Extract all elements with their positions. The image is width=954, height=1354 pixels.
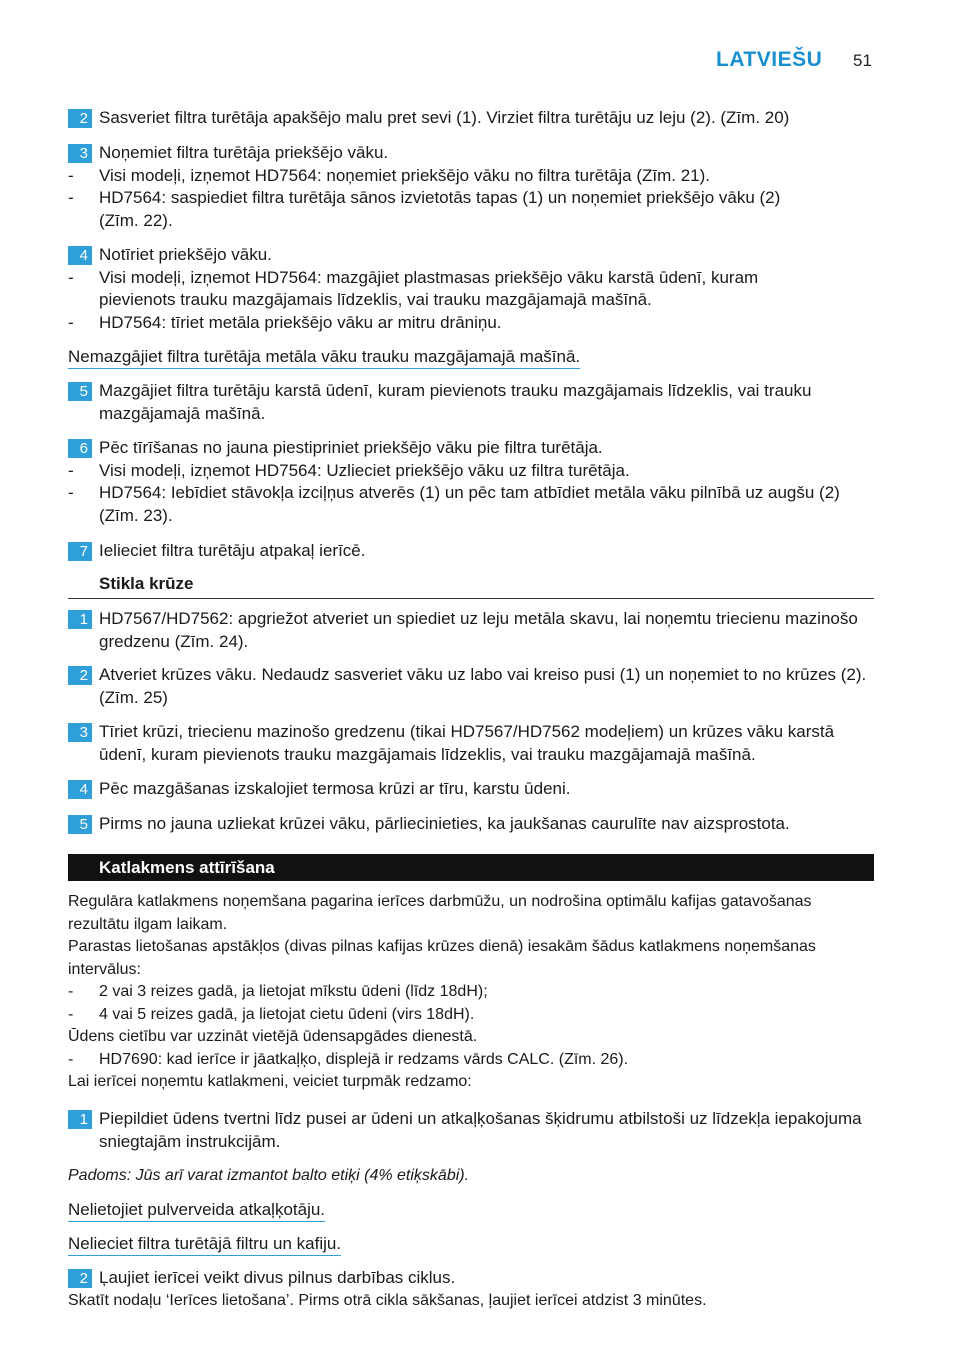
step-number: 1	[68, 610, 92, 629]
bullet-item: - HD7564: saspiediet filtra turētāja sānos izvietotās tapas (1) un noņemiet priekšējo vāku (2) (Zīm. 22).	[68, 187, 874, 232]
step-3-remove-cover	[68, 142, 874, 232]
warning-text: Nelieciet filtra turētājā filtru un kafiju.	[68, 1233, 341, 1256]
paragraph: Regulāra katlakmens noņemšana pagarina ierīces darbmūžu, un nodrošina optimālu kafijas gatavošanas rezultātu ilgam laikam.	[68, 893, 812, 933]
step-text: Notīriet priekšējo vāku.	[99, 245, 272, 264]
subheading-text: Stikla krūze	[99, 574, 194, 593]
step-text: Atveriet krūzes vāku. Nedaudz sasveriet vāku uz labo vai kreiso pusi (1) un noņemiet to no krūzes (2). (Zīm. 25)	[99, 665, 867, 707]
step-2-filter-tilt	[68, 107, 874, 130]
step-text: Ļaujiet ierīcei veikt divus pilnus darbības ciklus.	[99, 1268, 456, 1287]
step-text: Pirms no jauna uzliekat krūzei vāku, pārliecinieties, ka jaukšanas caurulīte nav aizsprostota.	[99, 814, 790, 833]
jug-step-2	[68, 664, 874, 709]
page-number: 51	[853, 51, 872, 70]
descale-step-1	[68, 1108, 874, 1153]
bullet-item: - Visi modeļi, izņemot HD7564: mazgājiet plastmasas priekšējo vāku karstā ūdenī, kuram pievienots trauku mazgājamais līdzeklis, vai trauku mazgājamajā mašīnā.	[68, 267, 874, 312]
step-number: 2	[68, 666, 92, 685]
warning-no-filter	[68, 1233, 874, 1256]
step-number: 5	[68, 382, 92, 401]
step-text: Noņemiet filtra turētāja priekšējo vāku.	[99, 143, 389, 162]
step-number: 7	[68, 542, 92, 561]
step-4-clean-cover	[68, 244, 874, 334]
language-header: LATVIEŠU	[716, 48, 823, 71]
descale-step-2	[68, 1267, 874, 1312]
step-text: Tīriet krūzi, triecienu mazinošo gredzenu (tikai HD7567/HD7562 modeļiem) un krūzes vāku karstā ūdenī, kuram pievienots trauku mazgājamais līdzeklis, vai trauku mazgājamajā mašīnā.	[99, 722, 835, 764]
bullet-item: - HD7690: kad ierīce ir jāatkaļķo, displejā ir redzams vārds CALC. (Zīm. 26).	[68, 1049, 874, 1072]
step-text: Piepildiet ūdens tvertni līdz pusei ar ūdeni un atkaļķošanas šķidrumu atbilstoši uz līdzekļa iepakojuma sniegtajām instrukcijām.	[99, 1109, 862, 1151]
jug-step-5	[68, 813, 874, 836]
step-number: 3	[68, 144, 92, 163]
paragraph: Lai ierīcei noņemtu katlakmeni, veiciet turpmāk redzamo:	[68, 1073, 472, 1090]
bullet-item: - HD7564: Iebīdiet stāvokļa izciļņus atverēs (1) un pēc tam atbīdiet metāla vāku pilnībā uz augšu (2) (Zīm. 23).	[68, 482, 874, 527]
step-7-reinsert-holder	[68, 540, 874, 563]
warning-no-powder	[68, 1199, 874, 1222]
step-text: Pēc tīrīšanas no jauna piestipriniet priekšējo vāku pie filtra turētāja.	[99, 438, 603, 457]
step-text: Ielieciet filtra turētāju atpakaļ ierīcē.	[99, 541, 366, 560]
tip-vinegar	[68, 1165, 874, 1188]
jug-step-3	[68, 721, 874, 766]
bullet-item: - 2 vai 3 reizes gadā, ja lietojat mīkstu ūdeni (līdz 18dH);	[68, 981, 874, 1004]
step-number: 2	[68, 109, 92, 128]
paragraph: Skatīt nodaļu ‘Ierīces lietošana’. Pirms otrā cikla sākšanas, ļaujiet ierīcei atdzist 3 minūtes.	[68, 1291, 707, 1309]
warning-text: Nemazgājiet filtra turētāja metāla vāku trauku mazgājamajā mašīnā.	[68, 346, 580, 369]
step-text: Sasveriet filtra turētāja apakšējo malu pret sevi (1). Virziet filtra turētāju uz leju (2). (Zīm. 20)	[99, 108, 790, 127]
step-number: 2	[68, 1269, 92, 1288]
jug-step-4	[68, 778, 874, 801]
step-6-reattach-cover	[68, 437, 874, 527]
jug-step-1	[68, 608, 874, 653]
warning-text: Nelietojiet pulverveida atkaļķotāju.	[68, 1199, 325, 1222]
tip-text: Padoms: Jūs arī varat izmantot balto etiķi (4% etiķskābi).	[68, 1167, 470, 1184]
paragraph: Ūdens cietību var uzzināt vietējā ūdensapgādes dienestā.	[68, 1028, 478, 1045]
subheading-divider	[68, 598, 874, 599]
bullet-item: - HD7564: tīriet metāla priekšējo vāku ar mitru drāniņu.	[68, 312, 874, 335]
bullet-item: - Visi modeļi, izņemot HD7564: noņemiet priekšējo vāku no filtra turētāja (Zīm. 21).	[68, 165, 874, 188]
step-number: 6	[68, 439, 92, 458]
step-5-wash-holder	[68, 380, 874, 425]
step-text: Mazgājiet filtra turētāju karstā ūdenī, kuram pievienots trauku mazgājamais līdzeklis, vai trauku mazgājamajā mašīnā.	[99, 381, 812, 423]
step-text: HD7567/HD7562: apgriežot atveriet un spiediet uz leju metāla skavu, lai noņemtu triecienu mazinošo gredzenu (Zīm. 24).	[99, 609, 858, 651]
bullet-item: - Visi modeļi, izņemot HD7564: Uzlieciet priekšējo vāku uz filtra turētāja.	[68, 460, 874, 483]
bullet-item: - 4 vai 5 reizes gadā, ja lietojat cietu ūdeni (virs 18dH).	[68, 1004, 874, 1027]
step-text: Pēc mazgāšanas izskalojiet termosa krūzi ar tīru, karstu ūdeni.	[99, 779, 571, 798]
warning-no-dishwasher	[68, 346, 874, 369]
subheading-glass-jug	[68, 573, 874, 596]
step-number: 4	[68, 780, 92, 799]
step-number: 1	[68, 1110, 92, 1129]
descaling-intro	[68, 891, 874, 1094]
section-title-descaling: Katlakmens attīrīšana	[68, 854, 874, 881]
paragraph: Parastas lietošanas apstākļos (divas pilnas kafijas krūzes dienā) iesakām šādus katlakmens noņemšanas intervālus:	[68, 938, 816, 978]
step-number: 3	[68, 723, 92, 742]
step-number: 4	[68, 246, 92, 265]
step-number: 5	[68, 815, 92, 834]
